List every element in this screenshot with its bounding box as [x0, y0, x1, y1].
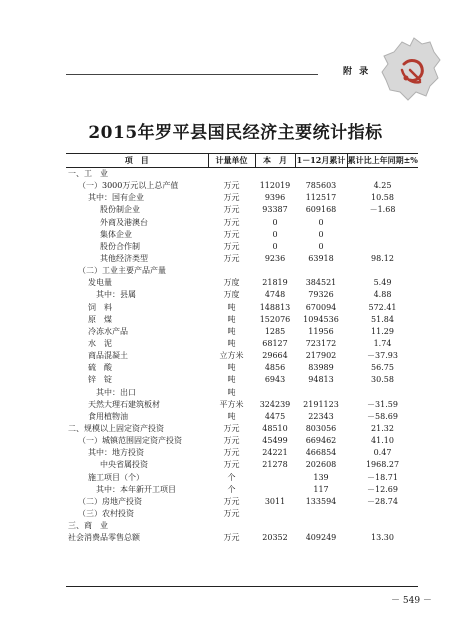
table-row: [66, 289, 418, 301]
row-cumulative: [295, 168, 347, 181]
row-yoy: 10.58: [371, 193, 394, 203]
row-yoy: 41.10: [371, 436, 394, 446]
row-unit: 吨: [227, 302, 236, 312]
row-item: 锌 锭: [88, 375, 112, 385]
row-month: 21278: [262, 460, 288, 470]
row-item: 其中：地方投资: [88, 448, 144, 458]
table-row: [66, 496, 418, 508]
table-row: [66, 241, 418, 253]
row-cumulative: 217902: [305, 351, 337, 361]
row-yoy: [347, 520, 418, 532]
row-item: 商品混凝土: [88, 351, 128, 361]
col-header-item: 项 目: [66, 154, 208, 168]
table-row: [66, 277, 418, 289]
row-month: 6943: [264, 375, 286, 385]
row-unit: 吨: [227, 387, 236, 397]
row-item: 中央省属投资: [100, 460, 148, 470]
row-month: 112019: [259, 181, 291, 191]
row-yoy: －58.69: [367, 411, 398, 421]
row-cumulative: 133594: [305, 496, 337, 506]
row-cumulative: 384521: [305, 278, 337, 288]
row-unit: 立方米: [219, 351, 244, 361]
table-row: [66, 192, 418, 204]
row-yoy: 1968.27: [365, 460, 400, 470]
table-row: [66, 387, 418, 399]
table-row: [66, 374, 418, 386]
row-cumulative: 409249: [305, 533, 337, 543]
row-cumulative: 669462: [305, 436, 337, 446]
table-row: [66, 399, 418, 411]
row-unit: 万元: [223, 229, 240, 239]
row-unit: 吨: [227, 375, 236, 385]
row-unit: 吨: [227, 411, 236, 421]
row-month: 9236: [264, 254, 286, 264]
row-yoy: －28.74: [367, 496, 398, 506]
row-yoy: 21.32: [371, 424, 394, 434]
row-yoy: 98.12: [371, 254, 394, 264]
row-month: 29664: [262, 351, 288, 361]
row-yoy: －37.93: [367, 351, 398, 361]
table-row: [66, 447, 418, 459]
page-title: 2015年罗平县国民经济主要统计指标: [88, 123, 383, 143]
row-month: 9396: [264, 193, 286, 203]
table-bottom-rule: [66, 586, 418, 587]
row-unit: 万元: [223, 241, 240, 251]
table-row: [66, 180, 418, 192]
row-cumulative: 11956: [308, 326, 334, 336]
row-item: 股份合作制: [100, 241, 140, 251]
row-cumulative: 139: [313, 472, 329, 482]
header-rule: [66, 74, 318, 75]
table-row: [66, 217, 418, 229]
table-row: [66, 532, 418, 544]
col-header-month: 本 月: [255, 154, 295, 168]
row-yoy: 30.58: [371, 375, 394, 385]
row-yoy: 0.47: [373, 448, 392, 458]
row-yoy: －12.69: [367, 484, 398, 494]
row-month: 4856: [264, 363, 286, 373]
row-cumulative: [295, 387, 347, 399]
row-item: （二）工业主要产品产量: [78, 266, 166, 276]
page-number: － 549 －: [391, 596, 432, 606]
row-yoy: 11.29: [371, 326, 394, 336]
row-month: [255, 484, 295, 496]
row-cumulative: 1094536: [303, 314, 339, 324]
row-month: 3011: [264, 496, 286, 506]
table-row: [66, 265, 418, 277]
table-row: [66, 411, 418, 423]
table-row: [66, 350, 418, 362]
row-unit: 万元: [223, 205, 240, 215]
row-yoy: [347, 387, 418, 399]
row-unit: 万元: [223, 181, 240, 191]
row-month: 24221: [262, 448, 288, 458]
row-yoy: －18.71: [367, 472, 398, 482]
row-unit: [208, 168, 255, 181]
row-cumulative: 83989: [308, 363, 334, 373]
row-item: 天然大理石建筑板材: [88, 399, 160, 409]
row-cumulative: [295, 265, 347, 277]
table-row: [66, 229, 418, 241]
row-yoy: －1.68: [369, 205, 396, 215]
row-item: 三、商 业: [68, 521, 108, 531]
row-yoy: [347, 217, 418, 229]
col-header-yoy: 累计比上年同期±%: [347, 154, 418, 168]
row-item: 冷冻水产品: [88, 326, 128, 336]
row-unit: 万元: [223, 217, 240, 227]
row-month: 0: [272, 241, 278, 251]
table-row: [66, 435, 418, 447]
table-row: [66, 204, 418, 216]
row-cumulative: 0: [318, 217, 324, 227]
row-unit: 个: [227, 472, 236, 482]
row-month: 152076: [259, 314, 291, 324]
row-month: 20352: [262, 533, 288, 543]
row-cumulative: 63918: [308, 254, 334, 264]
row-unit: 吨: [227, 314, 236, 324]
row-yoy: 5.49: [373, 278, 392, 288]
table-row: [66, 314, 418, 326]
row-item: 股份制企业: [100, 205, 140, 215]
row-unit: 平方米: [219, 399, 244, 409]
row-item: 其他经济类型: [100, 254, 148, 264]
row-month: 4475: [264, 411, 286, 421]
row-item: 饲 料: [88, 302, 112, 312]
row-yoy: [347, 265, 418, 277]
col-header-cumulative: 1－12月累计: [295, 154, 347, 168]
row-item: 其中：县属: [88, 290, 136, 300]
row-item: 施工项目（个）: [88, 472, 144, 482]
row-item: 外商及港澳台: [100, 217, 148, 227]
row-cumulative: 112517: [305, 193, 337, 203]
row-cumulative: 79326: [308, 290, 334, 300]
table-row: [66, 253, 418, 265]
table-row: [66, 484, 418, 496]
row-month: [255, 472, 295, 484]
row-item: 硫 酸: [88, 363, 112, 373]
row-cumulative: 723172: [305, 339, 337, 349]
row-cumulative: 0: [318, 241, 324, 251]
row-item: （二）房地产投资: [78, 496, 142, 506]
row-item: 其中：出口: [88, 387, 136, 397]
row-item: （三）农村投资: [78, 509, 134, 518]
row-unit: 个: [227, 484, 236, 494]
row-yoy: [347, 508, 418, 520]
table-row: [66, 362, 418, 374]
row-item: （一）3000万元以上总产值: [78, 181, 179, 191]
row-yoy: 4.88: [373, 290, 392, 300]
row-month: 45499: [262, 436, 288, 446]
row-yoy: 56.75: [371, 363, 394, 373]
row-yoy: 13.30: [371, 533, 394, 543]
col-header-unit: 计量单位: [208, 154, 255, 168]
table-row: [66, 302, 418, 314]
row-item: 其中：国有企业: [88, 193, 144, 203]
row-item: 集体企业: [100, 229, 132, 239]
row-month: 48510: [262, 424, 288, 434]
row-item: （一）城镇范围固定资产投资: [78, 436, 182, 446]
row-cumulative: 670094: [305, 302, 337, 312]
row-month: 4748: [264, 290, 286, 300]
row-month: 21819: [262, 278, 288, 288]
row-cumulative: [295, 508, 347, 520]
row-cumulative: 609168: [305, 205, 337, 215]
row-month: [255, 168, 295, 181]
table-row: [66, 459, 418, 471]
table-row: [66, 508, 418, 520]
county-map-logo-icon: [380, 34, 442, 104]
table-row: [66, 326, 418, 338]
row-cumulative: 202608: [305, 460, 337, 470]
row-cumulative: 117: [313, 484, 329, 494]
row-yoy: 4.25: [373, 181, 392, 191]
row-month: 0: [272, 217, 278, 227]
row-month: 148813: [259, 302, 291, 312]
row-item: 发电量: [88, 278, 112, 288]
row-unit: 万元: [223, 460, 240, 470]
table-row: [66, 472, 418, 484]
row-month: 0: [272, 229, 278, 239]
row-yoy: [347, 229, 418, 241]
row-cumulative: 94813: [308, 375, 334, 385]
stats-table: [66, 153, 418, 544]
row-unit: 万元: [223, 533, 240, 543]
table-row: [66, 338, 418, 350]
row-unit: 万元: [223, 424, 240, 434]
row-yoy: 1.74: [373, 339, 392, 349]
row-yoy: [347, 241, 418, 253]
row-unit: [208, 520, 255, 532]
row-cumulative: 803056: [305, 424, 337, 434]
row-month: 324239: [259, 399, 291, 409]
row-unit: 吨: [227, 326, 236, 336]
row-month: [255, 508, 295, 520]
row-month: 93387: [262, 205, 288, 215]
table-row: [66, 520, 418, 532]
row-unit: 万元: [223, 448, 240, 458]
row-month: 68127: [262, 339, 288, 349]
row-month: [255, 520, 295, 532]
row-month: [255, 265, 295, 277]
table-row: [66, 423, 418, 435]
row-unit: 万元: [223, 509, 240, 518]
row-yoy: [347, 168, 418, 181]
section-label: 附 录: [343, 67, 371, 77]
row-item: 二、规模以上固定资产投资: [68, 424, 164, 434]
row-unit: 吨: [227, 339, 236, 349]
row-unit: 万元: [223, 193, 240, 203]
row-yoy: 51.84: [371, 314, 394, 324]
table-header-row: [66, 154, 418, 168]
row-item: 水 泥: [88, 339, 112, 349]
row-unit: 吨: [227, 363, 236, 373]
row-unit: 万度: [223, 278, 240, 288]
row-cumulative: 22343: [308, 411, 334, 421]
row-unit: 万元: [223, 436, 240, 446]
row-item: 其中：本年新开工项目: [88, 484, 176, 494]
row-yoy: 572.41: [368, 302, 397, 312]
row-month: 1285: [264, 326, 286, 336]
row-item: 一、工 业: [68, 169, 108, 179]
row-cumulative: [295, 520, 347, 532]
table-row: [66, 168, 418, 181]
row-unit: [208, 265, 255, 277]
row-month: [255, 387, 295, 399]
row-cumulative: 0: [318, 229, 324, 239]
row-cumulative: 785603: [305, 181, 337, 191]
row-item: 原 煤: [88, 314, 112, 324]
row-item: 社会消费品零售总额: [68, 533, 140, 543]
row-unit: 万元: [223, 254, 240, 264]
row-yoy: －31.59: [367, 399, 398, 409]
row-cumulative: 466854: [305, 448, 337, 458]
row-unit: 万度: [223, 290, 240, 300]
row-unit: 万元: [223, 496, 240, 506]
row-cumulative: 2191123: [303, 399, 339, 409]
row-item: 食用植物油: [88, 411, 128, 421]
